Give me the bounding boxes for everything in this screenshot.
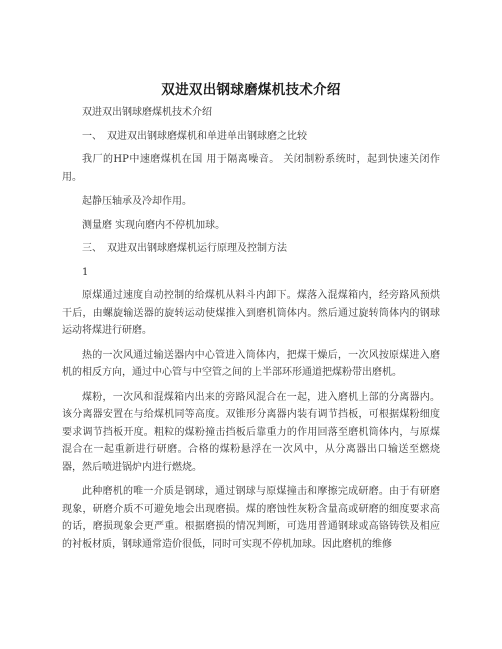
document-title: 双进双出钢球磨煤机技术介绍: [161, 82, 341, 98]
paragraph: 煤粉，一次风和混煤箱内出来的旁路风混合在一起，进入磨机上部的分离器内。该分离器安置在与给煤机同等高度。双锥形分离器内装有调节挡板，可根据煤粉细度要求调节挡板开度。粗粒的煤粉撞击挡板后靠重力的作用回落至磨机筒体内，与原煤混合在一起重新进行研磨。合格的煤粉悬浮在一次风中，从分离器出口输送至燃烧器，然后喷进锅炉内进行燃烧。: [62, 391, 440, 473]
paragraph: 此种磨机的唯一介质是钢球，通过钢球与原煤撞击和摩擦完成研磨。由于有研磨现象，研磨介质不可避免地会出现磨损。煤的磨蚀性灰粉含量高或研磨的细度要求高的话，磨损现象会更严重。根据磨损的情况判断，可选用普通钢球或高铬铸铁及相应的衬板材质，钢球通常造价很低，同时可实现不停机加球。因此磨机的维修: [62, 486, 440, 550]
paragraph-number: 1: [82, 266, 89, 278]
paragraph-subtitle: 双进双出钢球磨煤机技术介绍: [82, 107, 212, 118]
paragraph: 我厂的HP中速磨煤机在国 用于隔离噪音。 关闭制粉系统时，起到快速关闭作用。: [62, 154, 440, 183]
paragraph: 热的一次风通过输送器内中心管进入筒体内，把煤干燥后，一次风按原煤进入磨机的相反方向，通过中心管与中空管之间的上半部环形通道把煤粉带出磨机。: [62, 349, 440, 378]
paragraph: 原煤通过速度自动控制的给煤机从料斗内卸下。煤落入混煤箱内，经旁路风预烘干后，由螺旋输送器的旋转运动使煤推入到磨机筒体内。然后通过旋转筒体内的钢球运动将煤进行研磨。: [62, 290, 440, 336]
paragraph: 起静压轴承及冷却作用。: [82, 196, 192, 207]
section-heading-3: 三、 双进双出钢球磨煤机运行原理及控制方法: [82, 243, 287, 254]
document-body: [62, 104, 440, 560]
paragraph: 测量磨 实现向磨内不停机加球。: [82, 219, 226, 231]
section-heading-1: 一、 双进双出钢球磨煤机和单进单出钢球磨之比较: [82, 130, 307, 142]
